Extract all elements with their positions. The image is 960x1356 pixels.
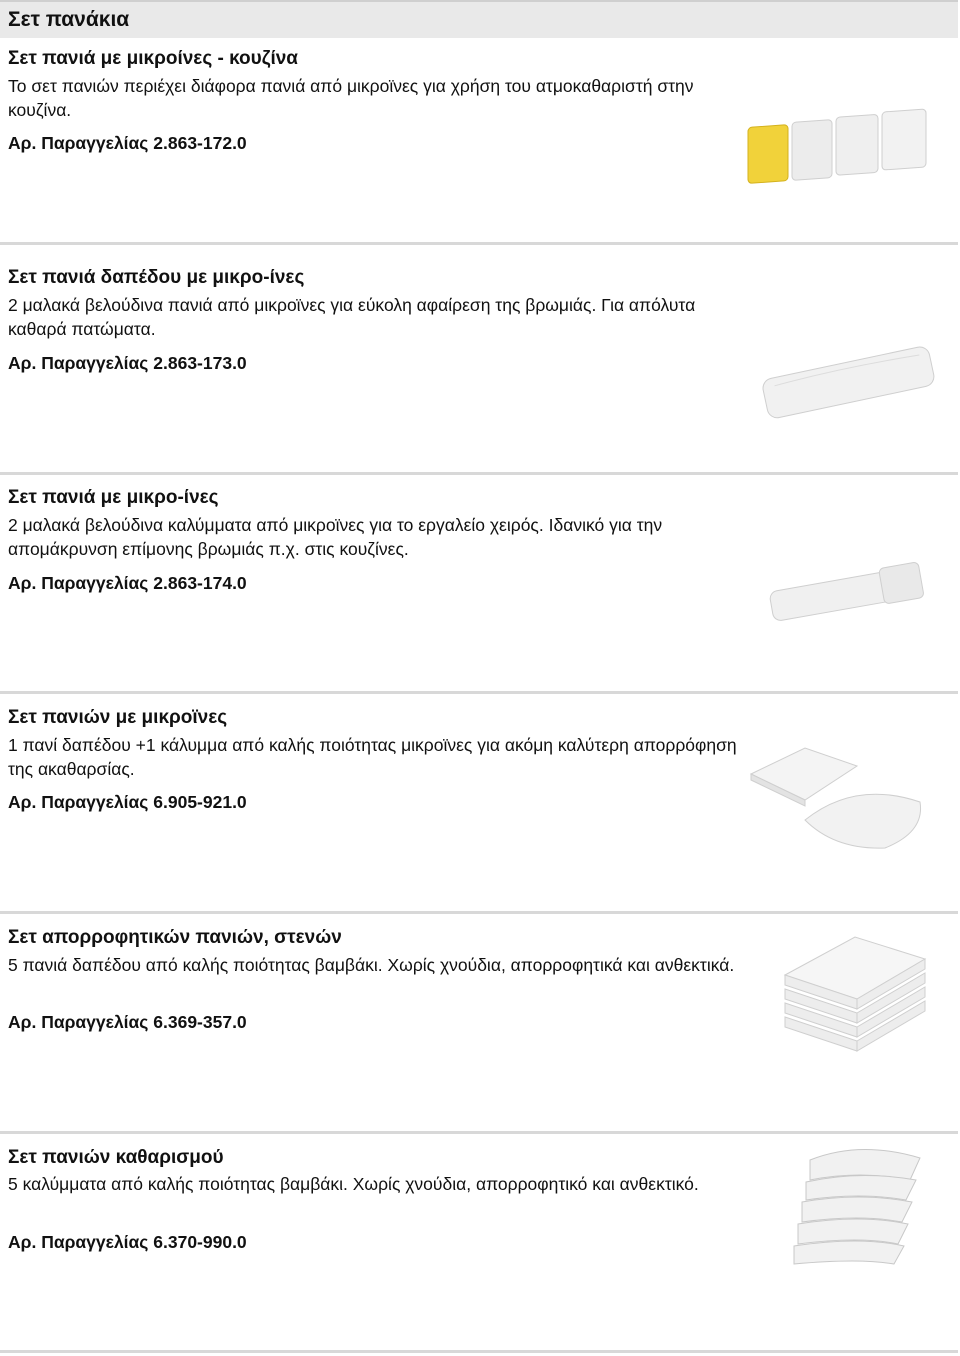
floor-cloth-and-cover-image [745,740,945,860]
floor-cloth-image [755,340,945,420]
product-title: Σετ πανιά με μικρο-ίνες [8,487,219,508]
product-order-number: Αρ. Παραγγελίας 2.863-173.0 [8,353,247,373]
hand-tool-cover-image [760,556,940,626]
product-description: 2 μαλακά βελούδινα πανιά από μικροϊνες για εύκολη αφαίρεση της βρωμιάς. Για απόλυτα καθαρά πατώματα. [8,295,696,339]
product-title: Σετ πανιά δαπέδου με μικρο-ίνες [8,267,305,288]
product-title: Σετ πανιά με μικροίνες - κουζίνα [8,48,298,69]
section-divider [0,1350,958,1353]
cotton-cover-stack-image [770,1140,950,1270]
product-title: Σετ πανιών με μικροϊνες [8,707,228,728]
product-order-number: Αρ. Παραγγελίας 2.863-172.0 [8,133,247,153]
section-divider [0,1131,958,1134]
page-header [0,0,958,38]
product-description: 1 πανί δαπέδου +1 κάλυμμα από καλής ποιότητας μικροϊνες για ακόμη καλύτερη απορρόφηση της ακαθαρσίας. [8,735,737,779]
section-divider [0,911,958,914]
section-divider [0,242,958,245]
product-order-number: Αρ. Παραγγελίας 6.370-990.0 [8,1232,247,1252]
cotton-cloth-stack-image [765,925,945,1075]
product-description: 5 πανιά δαπέδου από καλής ποιότητας βαμβάκι. Χωρίς χνούδια, απορροφητικά και ανθεκτικά. [8,955,735,975]
section-divider [0,691,958,694]
product-order-number: Αρ. Παραγγελίας 6.369-357.0 [8,1012,247,1032]
product-title: Σετ απορροφητικών πανιών, στενών [8,927,342,948]
product-order-number: Αρ. Παραγγελίας 6.905-921.0 [8,792,247,812]
product-description: 2 μαλακά βελούδινα καλύμματα από μικροϊνες για το εργαλείο χειρός. Ιδανικό για την απομάκρυνση επίμονης βρωμιάς π.χ. στις κουζίνες. [8,515,663,559]
product-description: 5 καλύμματα από καλής ποιότητας βαμβάκι. Χωρίς χνούδια, απορροφητικό και ανθεκτικό. [8,1174,699,1194]
microfiber-cloth-set-image [740,108,940,188]
product-title: Σετ πανιών καθαρισμού [8,1147,224,1168]
section-divider [0,472,958,475]
product-order-number: Αρ. Παραγγελίας 2.863-174.0 [8,573,247,593]
product-description: Το σετ πανιών περιέχει διάφορα πανιά από μικροϊνες για χρήση του ατμοκαθαριστή στην κουζίνα. [8,76,694,120]
page-title: Σετ πανάκια [8,8,130,31]
